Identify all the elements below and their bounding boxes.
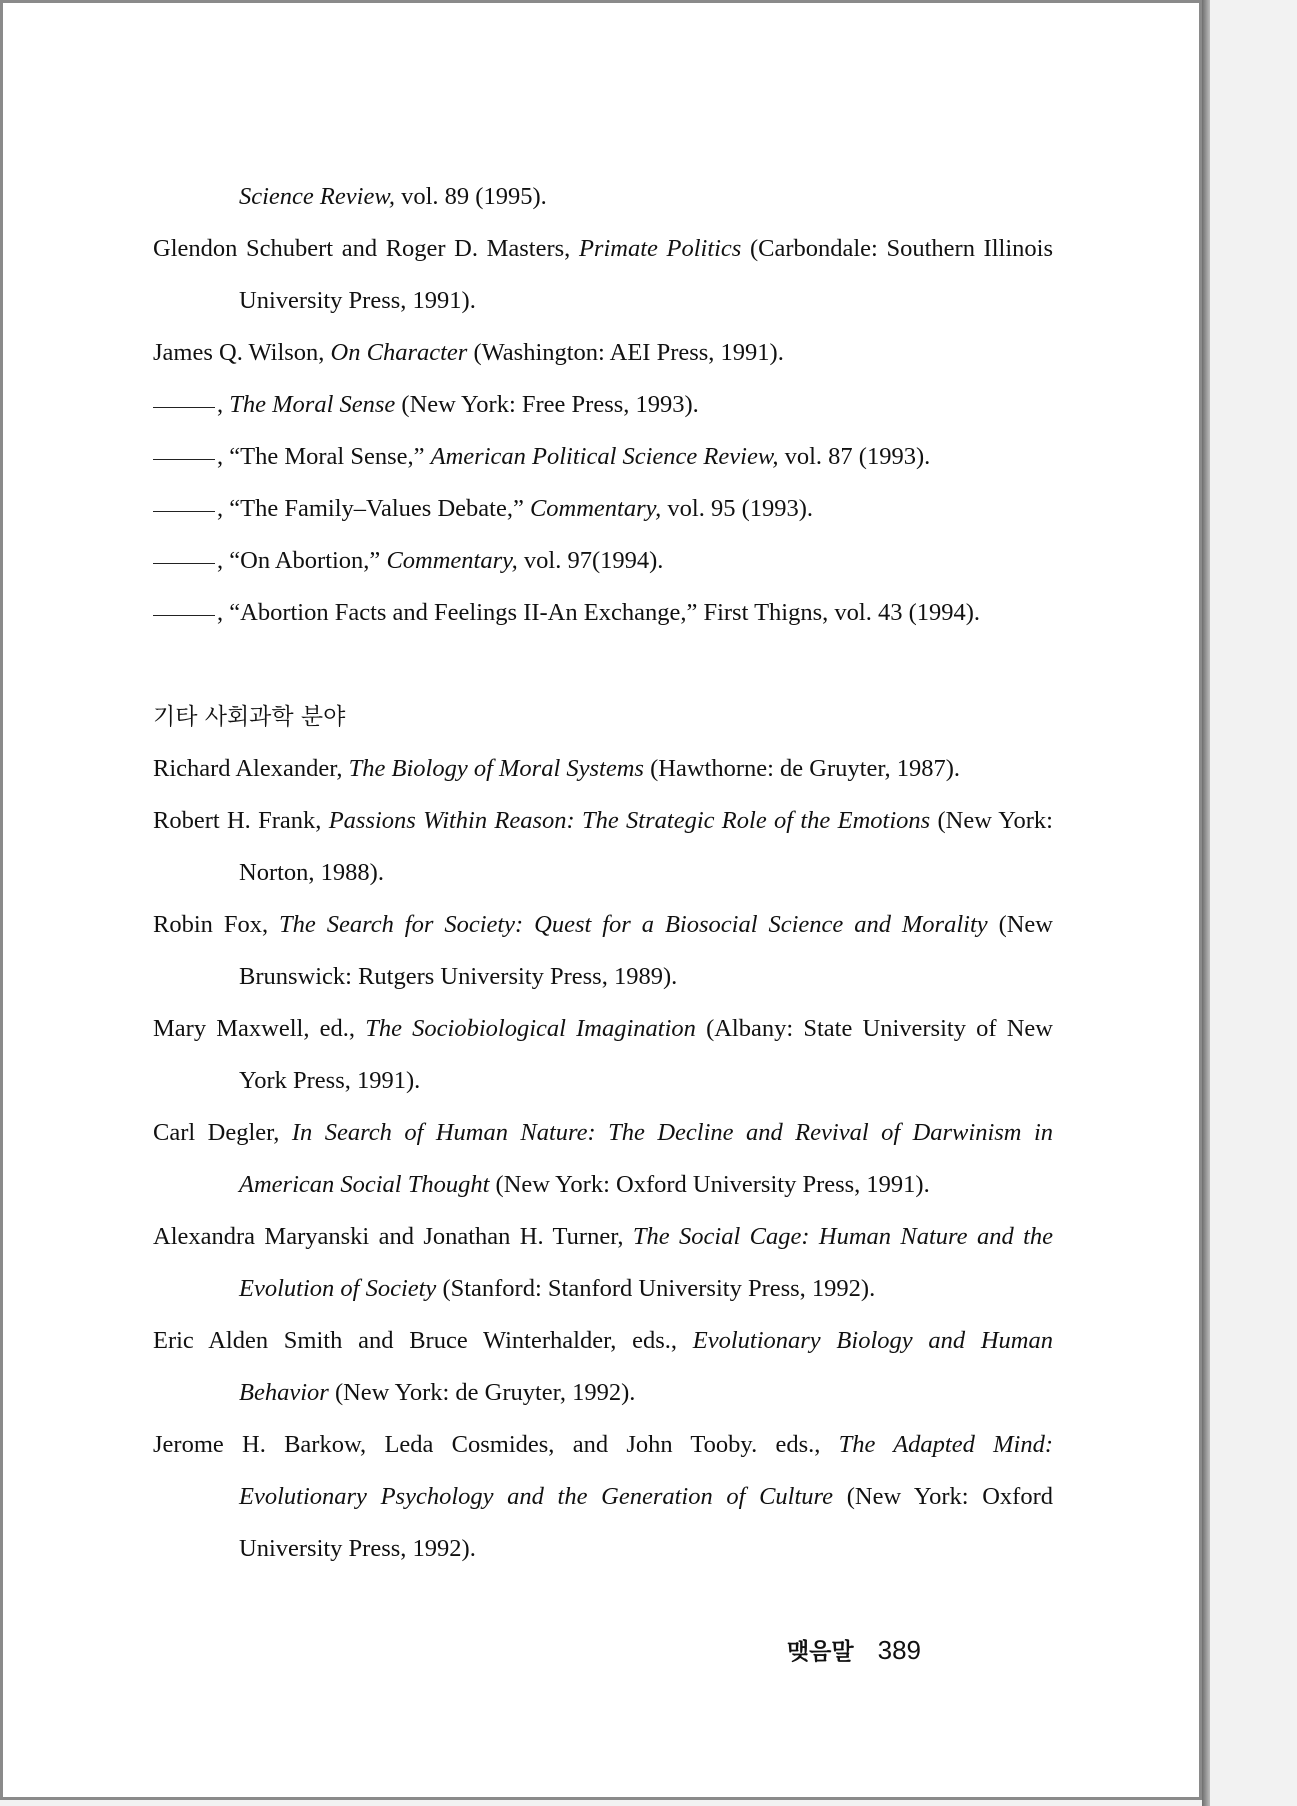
italic-title: In Search of Human Nature: The Decline and Revival of Darwinism in <box>291 1119 1053 1146</box>
entry-line <box>153 223 1053 275</box>
entry-text: Eric Alden Smith and Bruce Winterhalder, eds., <box>153 1327 693 1354</box>
entry-text: vol. 89 (1995). <box>394 183 547 210</box>
entry-text: (Washington: AEI Press, 1991). <box>467 339 784 366</box>
bibliography-entry <box>153 1211 1053 1315</box>
bibliography-block-1 <box>153 171 1053 639</box>
italic-title: Evolution of Society <box>239 1275 437 1302</box>
bibliography-entry <box>153 743 1053 795</box>
entry-text: James Q. Wilson, <box>153 339 331 366</box>
italic-title: American Social Thought <box>239 1171 490 1198</box>
ditto-rule <box>153 562 215 564</box>
entry-text: (New York: <box>930 807 1053 834</box>
bibliography-entry <box>153 483 1053 535</box>
entry-text: vol. 87 (1993). <box>778 443 931 470</box>
bibliography-entry <box>153 379 1053 431</box>
entry-text: (Hawthorne: de Gruyter, 1987). <box>643 755 961 782</box>
bibliography-entry <box>153 795 1053 899</box>
entry-line <box>153 1523 1053 1575</box>
entry-line <box>153 171 1053 223</box>
entry-text: (Albany: State University of New <box>695 1015 1053 1042</box>
entry-line <box>153 795 1053 847</box>
entry-line <box>153 327 1053 379</box>
entry-line <box>153 431 1053 483</box>
entry-line <box>153 899 1053 951</box>
entry-line <box>153 1315 1053 1367</box>
bibliography-entry <box>153 1315 1053 1419</box>
entry-text: University Press, 1991). <box>239 287 476 314</box>
entry-text: , “The Moral Sense,” <box>217 443 431 470</box>
entry-line <box>153 535 1053 587</box>
italic-title: The Moral Sense <box>229 391 396 418</box>
section-title: 기타 사회과학 분야 <box>153 704 346 730</box>
italic-title: Evolutionary Psychology and the Generation of Culture <box>239 1483 834 1510</box>
bibliography-entry <box>153 587 1053 639</box>
entry-line <box>153 483 1053 535</box>
italic-title: Science Review, <box>239 183 395 210</box>
entry-line <box>153 1211 1053 1263</box>
entry-text: Richard Alexander, <box>153 755 349 782</box>
italic-title: Commentary, <box>529 495 662 522</box>
entry-text: (Carbondale: Southern Illinois <box>741 235 1053 262</box>
italic-title: The Adapted Mind: <box>838 1431 1053 1458</box>
entry-text: , “The Family–Values Debate,” <box>217 495 530 522</box>
entry-line <box>153 743 1053 795</box>
italic-title: The Social Cage: Human Nature and the <box>632 1223 1053 1250</box>
page-footer <box>787 1633 921 1666</box>
ditto-rule <box>153 406 215 408</box>
page-edge-shadow <box>1202 0 1210 1806</box>
entry-line <box>153 1367 1053 1419</box>
bibliography-entry <box>153 327 1053 379</box>
entry-line <box>153 1263 1053 1315</box>
italic-title: Passions Within Reason: The Strategic Role of the Emotions <box>328 807 931 834</box>
italic-title: Evolutionary Biology and Human <box>692 1327 1053 1354</box>
bibliography-entry <box>153 1003 1053 1107</box>
bibliography-entry <box>153 1419 1053 1575</box>
italic-title: The Sociobiological Imagination <box>365 1015 696 1042</box>
entry-text: York Press, 1991). <box>239 1067 421 1094</box>
bibliography-entry <box>153 431 1053 483</box>
entry-text: Glendon Schubert and Roger D. Masters, <box>153 235 579 262</box>
bibliography-entry <box>153 223 1053 327</box>
entry-text: Jerome H. Barkow, Leda Cosmides, and John Tooby. eds., <box>153 1431 839 1458</box>
bibliography-entry <box>153 171 1053 223</box>
entry-text: , “On Abortion,” <box>217 547 387 574</box>
entry-text: Norton, 1988). <box>239 859 384 886</box>
bibliography-entry <box>153 535 1053 587</box>
entry-line <box>153 1471 1053 1523</box>
entry-line <box>153 847 1053 899</box>
entry-text: (Stanford: Stanford University Press, 1992). <box>436 1275 876 1302</box>
entry-text: University Press, 1992). <box>239 1535 476 1562</box>
entry-line <box>153 951 1053 1003</box>
italic-title: The Search for Society: Quest for a Biosocial Science and Morality <box>279 911 988 938</box>
entry-line <box>153 379 1053 431</box>
bibliography-entry <box>153 1107 1053 1211</box>
entry-text: (New <box>987 911 1053 938</box>
bibliography-entry <box>153 899 1053 1003</box>
italic-title: The Biology of Moral Systems <box>348 755 644 782</box>
ditto-rule <box>153 458 215 460</box>
entry-text: Carl Degler, <box>153 1119 292 1146</box>
ditto-rule <box>153 510 215 512</box>
bibliography-block-2 <box>153 743 1053 1575</box>
entry-line <box>153 587 1053 639</box>
page-number: 389 <box>877 1635 921 1665</box>
entry-text: Mary Maxwell, ed., <box>153 1015 366 1042</box>
ditto-rule <box>153 614 215 616</box>
italic-title: On Character <box>330 339 468 366</box>
entry-text: (New York: Free Press, 1993). <box>395 391 699 418</box>
entry-text: vol. 97(1994). <box>517 547 664 574</box>
entry-line <box>153 275 1053 327</box>
entry-text: Robin Fox, <box>153 911 280 938</box>
entry-text: (New York: de Gruyter, 1992). <box>328 1379 636 1406</box>
italic-title: American Political Science Review, <box>430 443 779 470</box>
bibliography-content <box>153 171 1053 1575</box>
italic-title: Primate Politics <box>578 235 742 262</box>
entry-text: Brunswick: Rutgers University Press, 1989). <box>239 963 678 990</box>
entry-line <box>153 1003 1053 1055</box>
entry-line <box>153 1419 1053 1471</box>
entry-line <box>153 1055 1053 1107</box>
entry-text: Alexandra Maryanski and Jonathan H. Turner, <box>153 1223 633 1250</box>
entry-text: (New York: Oxford University Press, 1991). <box>489 1171 930 1198</box>
entry-line <box>153 1159 1053 1211</box>
entry-text: vol. 95 (1993). <box>661 495 814 522</box>
entry-text: , <box>217 391 230 418</box>
italic-title: Behavior <box>239 1379 329 1406</box>
entry-text: , “Abortion Facts and Feelings II-An Exchange,” First Thigns, vol. 43 (1994). <box>217 599 981 626</box>
entry-text: (New York: Oxford <box>833 1483 1053 1510</box>
running-head: 맺음말 <box>786 1639 854 1665</box>
italic-title: Commentary, <box>386 547 518 574</box>
entry-line <box>153 1107 1053 1159</box>
entry-text: Robert H. Frank, <box>153 807 329 834</box>
